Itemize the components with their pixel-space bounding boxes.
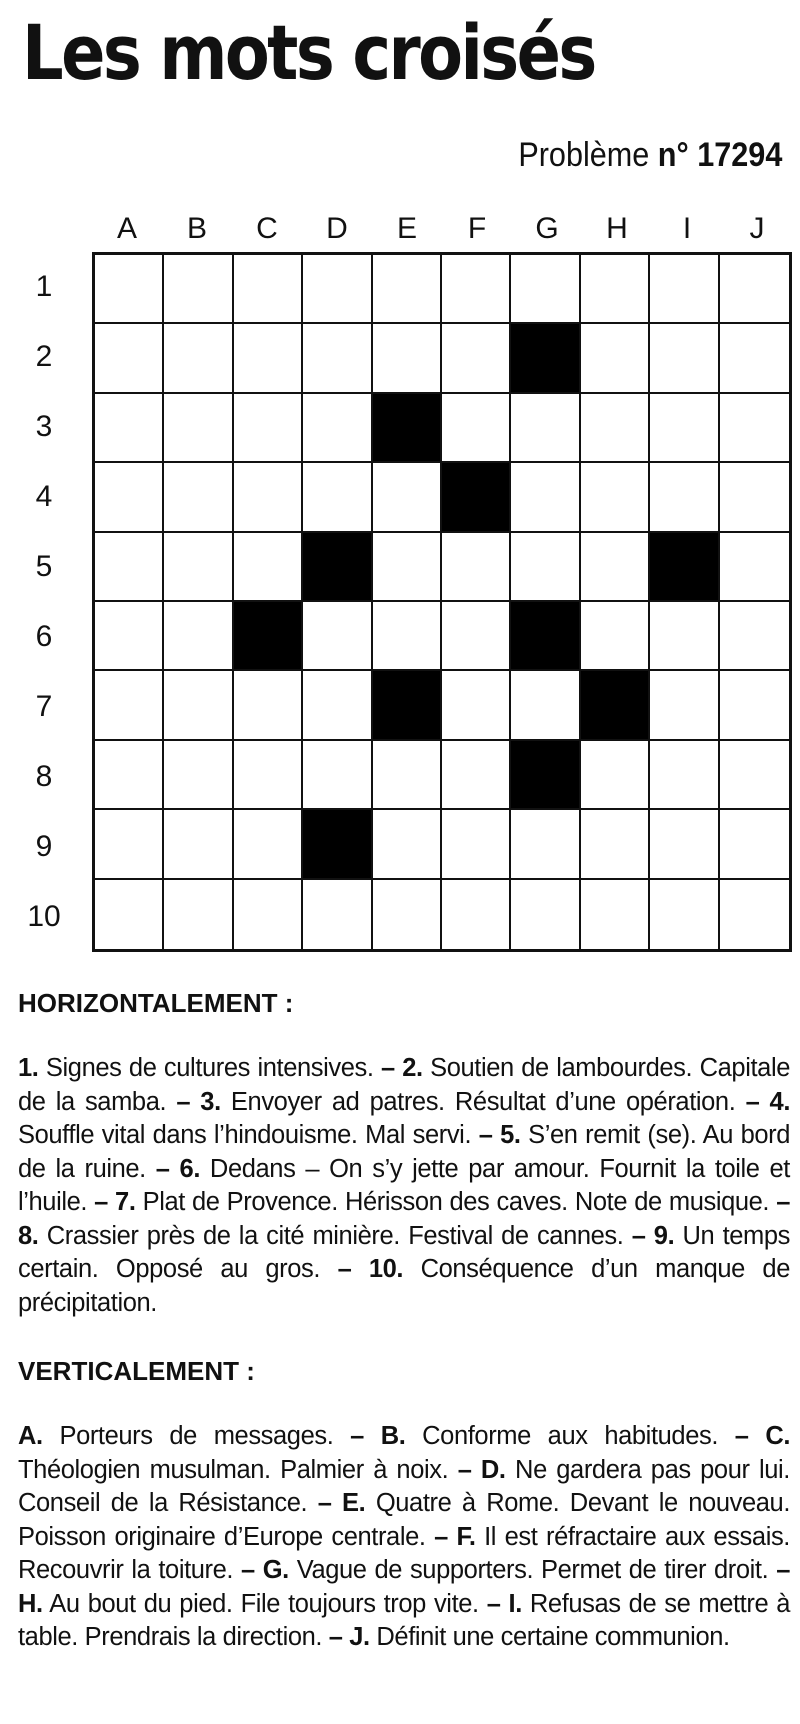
grid-cell-c3[interactable] [234,394,303,463]
grid-cell-a7[interactable] [95,671,164,740]
grid-cell-g3[interactable] [511,394,580,463]
row-label-3: 3 [35,410,53,443]
grid-cell-f3[interactable] [442,394,511,463]
clue-text: Signes de cultures intensives. [38,1054,374,1082]
clue-separator: – [471,1121,501,1149]
crossword-grid [92,252,792,952]
clue-number: G. [262,1556,289,1584]
clue-separator: – [478,1589,509,1618]
problem-label: Problème [517,136,649,174]
grid-cell-d7[interactable] [303,671,372,740]
black-cell-f4 [442,463,511,532]
clue-text: Il est réfractaire aux essais. Recouvrir la toiture. [18,1522,790,1584]
grid-cell-b8[interactable] [164,741,233,810]
grid-cell-i10[interactable] [650,880,719,949]
grid-cell-j6[interactable] [720,602,789,671]
grid-cell-h2[interactable] [581,324,650,393]
vertical-heading: VERTICALEMENT : [18,1356,255,1386]
clue-text: S’en remit (se). Au bord de la ruine. [18,1121,791,1183]
grid-cell-j5[interactable] [720,533,789,602]
row-label-8: 8 [35,760,53,793]
clue-separator: – [145,1154,180,1183]
clue-separator: – [373,1054,403,1082]
grid-cell-b4[interactable] [164,463,233,532]
column-labels [92,212,792,252]
clue-text: Conforme aux habitudes. [405,1422,719,1450]
clue-text: Plat de Provence. Hérisson des caves. Note de musique. [135,1188,770,1216]
row-label-1: 1 [35,270,53,303]
clue-number: E. [342,1489,366,1517]
grid-cell-e6[interactable] [373,602,442,671]
clue-text: Définit une certaine communion. [369,1623,730,1651]
grid-cell-e8[interactable] [373,741,442,810]
grid-cell-f1[interactable] [442,255,511,324]
horizontal-clues [18,1052,790,1320]
clue-number: 10. [368,1255,404,1283]
grid-cell-e5[interactable] [373,533,442,602]
grid-cell-i6[interactable] [650,602,719,671]
clue-number: I. [508,1589,522,1618]
grid-cell-e4[interactable] [373,463,442,532]
column-label-f: F [467,212,487,245]
grid-cell-h9[interactable] [581,810,650,879]
grid-cell-b3[interactable] [164,394,233,463]
grid-cell-c9[interactable] [234,810,303,879]
grid-cell-f8[interactable] [442,741,511,810]
grid-cell-e9[interactable] [373,810,442,879]
column-label-d: D [326,212,348,245]
grid-cell-d3[interactable] [303,394,372,463]
grid-cell-j7[interactable] [720,671,789,740]
clue-text: Vague de supporters. Permet de tirer droit. [288,1556,769,1584]
grid-cell-i7[interactable] [650,671,719,740]
black-cell-g8 [511,741,580,810]
clue-number: J. [349,1623,370,1651]
grid-cell-i3[interactable] [650,394,719,463]
clue-text: Porteurs de messages. [42,1422,334,1450]
clue-number: 7. [115,1188,136,1216]
black-cell-e7 [373,671,442,740]
grid-cell-h10[interactable] [581,880,650,949]
grid-cell-f2[interactable] [442,324,511,393]
black-cell-e3 [373,394,442,463]
grid-cell-i8[interactable] [650,741,719,810]
grid-cell-b2[interactable] [164,324,233,393]
clue-number: 3. [200,1087,221,1116]
black-cell-h7 [581,671,650,740]
clue-number: C. [765,1422,791,1450]
clue-text: Refusas de se mettre à table. Prendrais la direction. [18,1589,791,1651]
black-cell-i5 [650,533,719,602]
row-labels [14,252,74,952]
column-label-e: E [396,212,417,245]
grid-cell-j3[interactable] [720,394,789,463]
grid-cell-h1[interactable] [581,255,650,324]
grid-cell-d2[interactable] [303,324,372,393]
clue-separator: – [322,1623,350,1651]
column-label-a: A [116,212,137,245]
clue-separator: – [768,1556,790,1584]
grid-cell-a1[interactable] [95,255,164,324]
grid-cell-c5[interactable] [234,533,303,602]
clue-separator: – [320,1255,369,1283]
grid-cell-i1[interactable] [650,255,719,324]
row-label-9: 9 [35,830,53,863]
clue-number: 5. [500,1121,521,1149]
page-title: Les mots croisés [22,8,595,97]
grid-cell-a4[interactable] [95,463,164,532]
black-cell-g6 [511,602,580,671]
problem-number [518,136,782,175]
grid-cell-a2[interactable] [95,324,164,393]
grid-cell-d4[interactable] [303,463,372,532]
black-cell-g2 [511,324,580,393]
grid-cell-d1[interactable] [303,255,372,324]
clue-separator: – [735,1087,770,1116]
grid-cell-h8[interactable] [581,741,650,810]
row-label-10: 10 [27,900,61,933]
clue-number: D. [480,1455,506,1484]
grid-cell-e10[interactable] [373,880,442,949]
grid-cell-c4[interactable] [234,463,303,532]
grid-cell-h5[interactable] [581,533,650,602]
column-label-c: C [256,212,278,245]
clue-text: Envoyer ad patres. Résultat d’une opération. [220,1087,736,1116]
clue-number: H. [18,1589,43,1618]
grid-cell-g10[interactable] [511,880,580,949]
grid-cell-b10[interactable] [164,880,233,949]
grid-cell-c2[interactable] [234,324,303,393]
clue-number: 4. [769,1087,790,1116]
grid-cell-g7[interactable] [511,671,580,740]
clue-separator: – [307,1489,343,1517]
grid-cell-j8[interactable] [720,741,789,810]
clue-separator: – [769,1188,790,1216]
clue-separator: – [718,1422,766,1450]
grid-cell-i2[interactable] [650,324,719,393]
row-label-4: 4 [35,480,53,513]
problem-number-value: 17294 [696,136,782,174]
grid-cell-g5[interactable] [511,533,580,602]
clue-number: F. [456,1522,476,1551]
black-cell-c6 [234,602,303,671]
clue-separator: – [425,1522,457,1551]
clue-number: B. [380,1422,406,1450]
row-label-5: 5 [35,550,53,583]
row-label-2: 2 [35,340,53,373]
grid-cell-g1[interactable] [511,255,580,324]
column-label-h: H [606,212,628,245]
grid-cell-a5[interactable] [95,533,164,602]
clue-text: Crassier près de la cité minière. Festival de cannes. [38,1221,624,1250]
column-label-g: G [535,212,559,245]
grid-cell-a3[interactable] [95,394,164,463]
grid-cell-f5[interactable] [442,533,511,602]
clue-number: 6. [179,1154,200,1183]
grid-cell-j4[interactable] [720,463,789,532]
grid-cell-d8[interactable] [303,741,372,810]
horizontal-heading: HORIZONTALEMENT : [18,988,294,1018]
black-cell-d5 [303,533,372,602]
grid-cell-h3[interactable] [581,394,650,463]
grid-cell-j1[interactable] [720,255,789,324]
clue-text: Quatre à Rome. Devant le nouveau. Poisson originaire d’Europe centrale. [18,1489,791,1551]
grid-cell-c8[interactable] [234,741,303,810]
column-label-j: J [749,212,765,245]
black-cell-d9 [303,810,372,879]
grid-cell-e1[interactable] [373,255,442,324]
grid-cell-d10[interactable] [303,880,372,949]
clue-separator: – [87,1188,116,1216]
clue-text: Souffle vital dans l’hindouisme. Mal servi. [18,1121,472,1149]
row-label-7: 7 [35,690,53,723]
grid-cell-b1[interactable] [164,255,233,324]
clue-text: Dedans – On s’y jette par amour. Fournit la toile et l’huile. [18,1154,790,1216]
grid-cell-j10[interactable] [720,880,789,949]
column-label-i: I [682,212,692,245]
grid-cell-j9[interactable] [720,810,789,879]
clue-separator: – [333,1422,381,1450]
grid-cell-d6[interactable] [303,602,372,671]
grid-cell-g9[interactable] [511,810,580,879]
grid-cell-f6[interactable] [442,602,511,671]
grid-cell-i9[interactable] [650,810,719,879]
grid-cell-f10[interactable] [442,880,511,949]
grid-cell-c10[interactable] [234,880,303,949]
clue-number: 1. [18,1054,39,1082]
clue-text: Soutien de lambourdes. Capitale de la samba. [18,1054,790,1116]
grid-cell-g4[interactable] [511,463,580,532]
clue-separator: – [448,1455,481,1484]
vertical-clues [18,1420,790,1655]
clue-separator: – [233,1556,263,1584]
clue-text: Ne gardera pas pour lui. Conseil de la Résistance. [18,1455,790,1517]
grid-cell-b7[interactable] [164,671,233,740]
grid-cell-a8[interactable] [95,741,164,810]
grid-cell-j2[interactable] [720,324,789,393]
clue-separator: – [623,1221,654,1250]
grid-cell-h6[interactable] [581,602,650,671]
row-label-6: 6 [35,620,53,653]
grid-cell-h4[interactable] [581,463,650,532]
grid-cell-a6[interactable] [95,602,164,671]
grid-cell-b9[interactable] [164,810,233,879]
clue-number: 8. [18,1221,39,1250]
grid-cell-i4[interactable] [650,463,719,532]
clue-text: Au bout du pied. File toujours trop vite. [42,1589,479,1618]
clue-separator: – [166,1087,201,1116]
clue-number: 2. [402,1054,423,1082]
clue-text: Conséquence d’un manque de précipitation. [18,1255,790,1317]
grid-cell-f9[interactable] [442,810,511,879]
column-label-b: B [186,212,207,245]
grid-cell-c1[interactable] [234,255,303,324]
grid-cell-b5[interactable] [164,533,233,602]
grid-cell-a10[interactable] [95,880,164,949]
clue-text: Théologien musulman. Palmier à noix. [18,1455,449,1484]
grid-cell-c7[interactable] [234,671,303,740]
grid-cell-b6[interactable] [164,602,233,671]
clue-text: Un temps certain. Opposé au gros. [18,1221,791,1283]
grid-cell-e2[interactable] [373,324,442,393]
clue-number: A. [18,1422,43,1450]
problem-number-prefix: n° [657,136,689,174]
grid-cell-f7[interactable] [442,671,511,740]
grid-cell-a9[interactable] [95,810,164,879]
clue-number: 9. [653,1221,675,1250]
